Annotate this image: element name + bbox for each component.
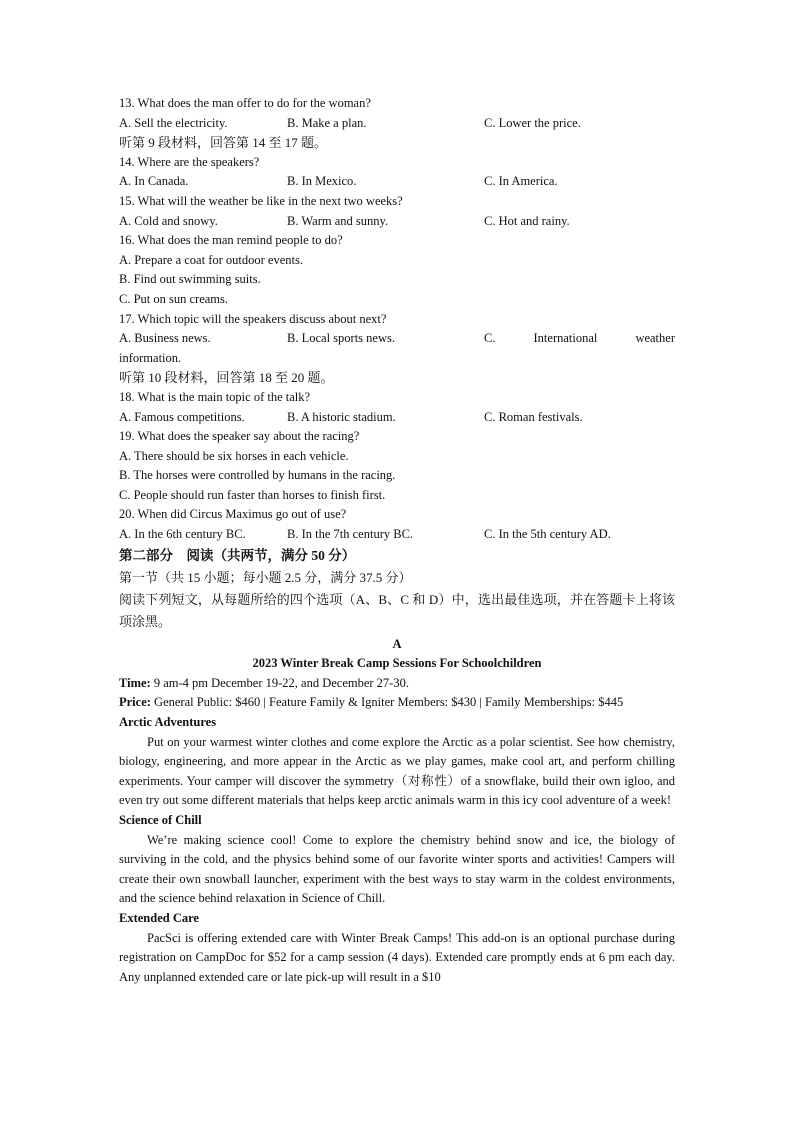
- option-a: A. Sell the electricity.: [119, 115, 228, 130]
- paragraph-extended-care: PacSci is offering extended care with Winter Break Camps! This add-on is an optional purchase during registration on CampDoc for $52 for a camp session (4 days). Extended care promptly ends at 6 pm each day. Any unplanned extended care or late pick-up will result in a $10: [119, 930, 675, 984]
- option-b: B. Make a plan.: [287, 115, 367, 130]
- option-c: [484, 329, 675, 349]
- option-a: A. Cold and snowy.: [119, 213, 218, 228]
- question-16-option-a: A. Prepare a coat for outdoor events.: [119, 252, 303, 267]
- question-19-option-b: B. The horses were controlled by humans in the racing.: [119, 468, 396, 483]
- question-17-options: [119, 329, 675, 349]
- paragraph-science-of-chill: We’re making science cool! Come to explore the chemistry behind snow and ice, the biology of surviving in the cold, and the physics behind some of our favorite winter sports and activities! Campers will create their own snowball launcher, experiment with the best ways to stay warm in the coldest environments, and the science behind relaxation in Science of Chill.: [119, 832, 675, 906]
- question-16-option-b: B. Find out swimming suits.: [119, 272, 261, 287]
- option-c: C. Lower the price.: [484, 115, 581, 130]
- question-13-stem: 13. What does the man offer to do for the woman?: [119, 96, 371, 110]
- question-20-options: [119, 525, 675, 545]
- question-15-options: [119, 212, 675, 232]
- option-b: B. Warm and sunny.: [287, 213, 389, 228]
- option-b: B. In the 7th century BC.: [287, 527, 414, 542]
- option-c: C. Hot and rainy.: [484, 213, 570, 228]
- option-a: A. Business news.: [119, 331, 211, 346]
- price-value: General Public: $460 | Feature Family & Igniter Members: $430 | Family Memberships: $445: [150, 695, 624, 710]
- option-a: A. In Canada.: [119, 174, 189, 189]
- option-c-word2: weather: [635, 331, 675, 346]
- question-18-stem: 18. What is the main topic of the talk?: [119, 389, 311, 404]
- exam-page: [119, 94, 675, 987]
- question-20-stem: 20. When did Circus Maximus go out of use?: [119, 507, 347, 522]
- heading-extended-care: Extended Care: [119, 910, 199, 925]
- question-16-option-c: C. Put on sun creams.: [119, 291, 229, 306]
- option-c: C. In America.: [484, 174, 558, 189]
- reading-instructions: 阅读下列短文，从每题所给的四个选项（A、B、C 和 D）中，选出最佳选项，并在答题卡上将该项涂黑。: [119, 591, 675, 629]
- heading-arctic-adventures: Arctic Adventures: [119, 715, 217, 730]
- section-one-title: 第一节（共 15 小题；每小题 2.5 分，满分 37.5 分）: [119, 569, 412, 585]
- question-19-option-a: A. There should be six horses in each vehicle.: [119, 448, 349, 463]
- question-17-stem: 17. Which topic will the speakers discuss about next?: [119, 311, 387, 326]
- question-13-options: [119, 114, 675, 134]
- segment-10-instruction: 听第 10 段材料，回答第 18 至 20 题。: [119, 370, 334, 386]
- question-14-options: [119, 172, 675, 192]
- option-c: C. In the 5th century AD.: [484, 527, 611, 542]
- time-line: [119, 674, 675, 694]
- part-two-title: 第二部分 阅读（共两节，满分 50 分）: [119, 547, 356, 563]
- option-c-word1: International: [533, 331, 598, 346]
- passage-title: 2023 Winter Break Camp Sessions For Schoolchildren: [252, 656, 542, 671]
- option-c: C. Roman festivals.: [484, 409, 583, 424]
- question-16-stem: 16. What does the man remind people to do?: [119, 233, 343, 248]
- price-label: Price:: [119, 695, 151, 710]
- time-label: Time:: [119, 675, 151, 690]
- question-19-option-c: C. People should run faster than horses to finish first.: [119, 487, 386, 502]
- price-line: [119, 693, 675, 713]
- question-15-stem: 15. What will the weather be like in the next two weeks?: [119, 193, 403, 208]
- option-b: B. Local sports news.: [287, 331, 395, 346]
- option-c-prefix: C.: [484, 331, 496, 346]
- passage-letter: A: [392, 636, 402, 651]
- option-a: A. In the 6th century BC.: [119, 527, 246, 542]
- option-a: A. Famous competitions.: [119, 409, 245, 424]
- question-19-stem: 19. What does the speaker say about the racing?: [119, 429, 360, 444]
- option-b: B. A historic stadium.: [287, 409, 396, 424]
- question-14-stem: 14. Where are the speakers?: [119, 154, 260, 169]
- time-value: 9 am-4 pm December 19-22, and December 27-30.: [150, 675, 409, 690]
- option-b: B. In Mexico.: [287, 174, 357, 189]
- paragraph-arctic-adventures: Put on your warmest winter clothes and come explore the Arctic as a polar scientist. See how chemistry, biology, engineering, and more appear in the Arctic as we play games, make cool art, and perform chilling experiments. Your camper will discover the symmetry（对称性）of a snowflake, build their own igloo, and even try out some different materials that helps keep arctic animals warm in this icy cool adventure of a week!: [119, 734, 675, 808]
- segment-9-instruction: 听第 9 段材料，回答第 14 至 17 题。: [119, 135, 328, 151]
- question-18-options: [119, 408, 675, 428]
- question-17-option-c-continued: information.: [119, 350, 182, 365]
- heading-science-of-chill: Science of Chill: [119, 813, 202, 827]
